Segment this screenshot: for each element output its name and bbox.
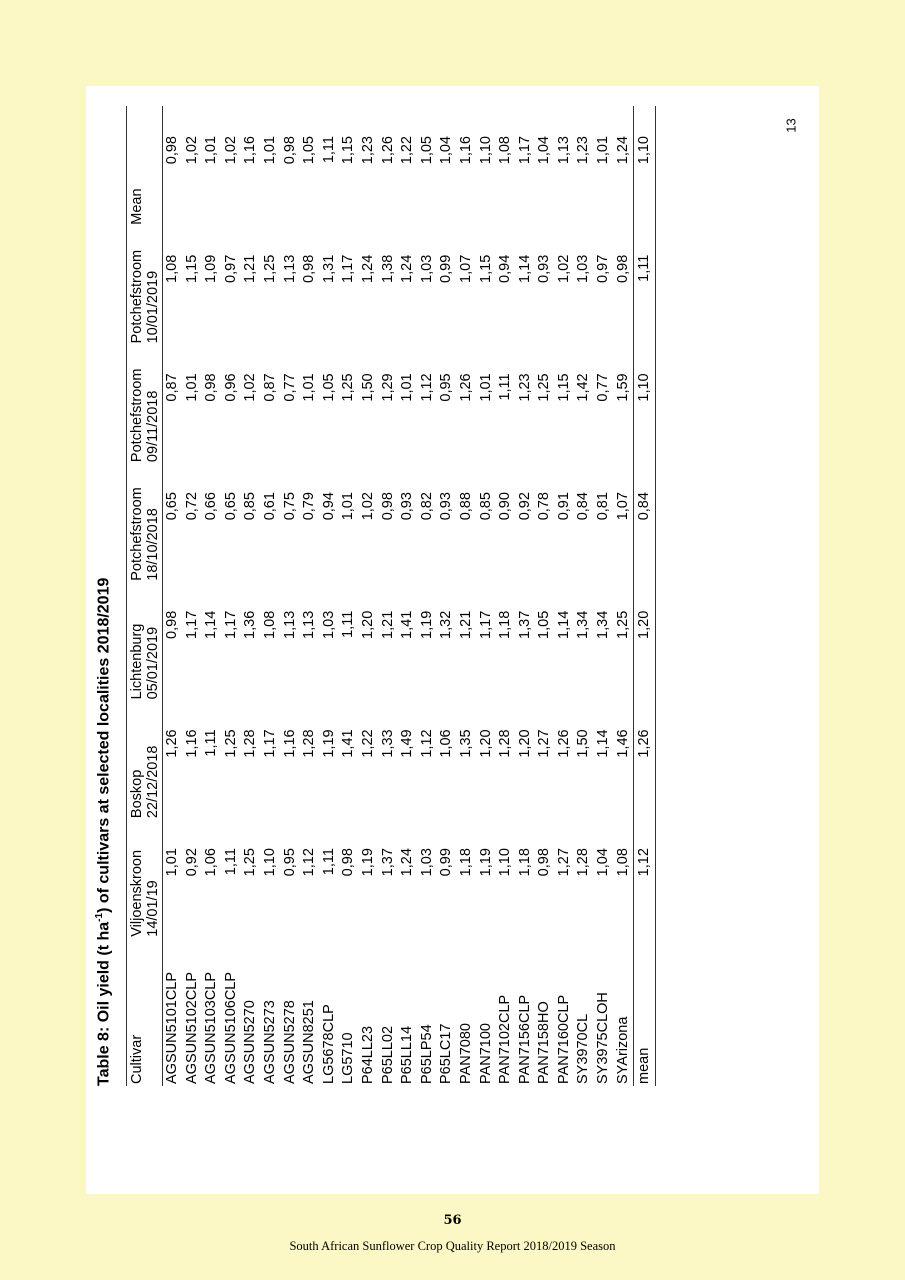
yield-cell: 1,15 xyxy=(555,373,572,402)
yield-cell: 1,14 xyxy=(595,729,612,758)
yield-cell: 1,02 xyxy=(555,254,572,283)
cultivar-cell: AGSUN8251 xyxy=(301,1000,318,1084)
mean-cell: 1,10 xyxy=(634,343,656,462)
yield-cell: 1,13 xyxy=(281,254,298,283)
yield-cell: 1,19 xyxy=(320,729,337,758)
yield-cell: 1,38 xyxy=(379,254,396,283)
yield-cell: 1,37 xyxy=(516,610,533,639)
table-row xyxy=(437,106,457,1086)
yield-cell: 0,98 xyxy=(301,254,318,283)
yield-cell: 1,05 xyxy=(301,136,318,165)
yield-cell: 1,22 xyxy=(359,729,376,758)
mean-cell: 1,26 xyxy=(634,699,656,818)
yield-cell: 1,14 xyxy=(516,254,533,283)
mean-cell: 1,12 xyxy=(634,818,656,937)
yield-cell: 1,37 xyxy=(379,848,396,877)
yield-cell: 0,65 xyxy=(222,492,239,521)
cultivar-cell: AGSUN5102CLP xyxy=(183,971,200,1084)
yield-cell: 1,10 xyxy=(261,848,278,877)
yield-cell: 1,01 xyxy=(340,492,357,521)
column-header xyxy=(127,343,163,462)
yield-cell: 1,27 xyxy=(555,848,572,877)
yield-cell: 1,28 xyxy=(301,729,318,758)
table-row xyxy=(281,106,301,1086)
yield-cell: 0,87 xyxy=(261,373,278,402)
yield-cell: 0,79 xyxy=(301,492,318,521)
yield-cell: 1,19 xyxy=(477,848,494,877)
yield-cell: 0,94 xyxy=(320,492,337,521)
yield-cell: 1,13 xyxy=(281,610,298,639)
yield-cell: 1,20 xyxy=(516,729,533,758)
table-row xyxy=(241,106,261,1086)
yield-cell: 1,50 xyxy=(575,729,592,758)
yield-cell: 1,26 xyxy=(379,136,396,165)
yield-cell: 1,20 xyxy=(359,610,376,639)
yield-cell: 0,94 xyxy=(497,254,514,283)
yield-cell: 1,35 xyxy=(457,729,474,758)
mean-cell: 1,20 xyxy=(634,581,656,700)
column-header xyxy=(127,225,163,344)
yield-cell: 1,24 xyxy=(399,254,416,283)
yield-cell: 0,82 xyxy=(418,492,435,521)
yield-cell: 1,21 xyxy=(457,610,474,639)
cultivar-cell: AGSUN5278 xyxy=(281,1000,298,1084)
table-row xyxy=(222,106,242,1086)
yield-cell: 1,15 xyxy=(183,254,200,283)
yield-cell: 0,98 xyxy=(164,136,180,165)
yield-cell: 1,04 xyxy=(536,136,553,165)
yield-cell: 1,50 xyxy=(359,373,376,402)
cultivar-cell: PAN7100 xyxy=(477,1023,494,1084)
yield-cell: 1,08 xyxy=(497,136,514,165)
column-header-line1: Mean xyxy=(129,188,145,225)
cultivar-cell: AGSUN5270 xyxy=(242,1000,259,1084)
yield-cell: 1,18 xyxy=(516,848,533,877)
yield-cell: 1,25 xyxy=(614,610,631,639)
yield-cell: 0,78 xyxy=(536,492,553,521)
yield-cell: 1,05 xyxy=(536,610,553,639)
cultivar-cell: P64LL23 xyxy=(359,1025,376,1084)
table-header xyxy=(127,106,163,1086)
yield-cell: 1,22 xyxy=(399,136,416,165)
yield-cell: 1,21 xyxy=(379,610,396,639)
yield-cell: 0,66 xyxy=(203,492,220,521)
cultivar-cell: P65LP54 xyxy=(418,1024,435,1084)
yield-cell: 0,61 xyxy=(261,492,278,521)
table-row xyxy=(202,106,222,1086)
yield-cell: 0,88 xyxy=(457,492,474,521)
yield-cell: 0,92 xyxy=(516,492,533,521)
column-header-line1: Viljoenskroon xyxy=(129,849,145,937)
yield-cell: 1,03 xyxy=(575,254,592,283)
yield-cell: 1,01 xyxy=(301,373,318,402)
yield-cell: 1,08 xyxy=(164,254,180,283)
yield-cell: 1,23 xyxy=(575,136,592,165)
column-header xyxy=(127,699,163,818)
yield-cell: 1,18 xyxy=(497,610,514,639)
yield-cell: 1,13 xyxy=(301,610,318,639)
yield-cell: 1,28 xyxy=(575,848,592,877)
yield-cell: 1,01 xyxy=(183,373,200,402)
column-header-line2: 10/01/2019 xyxy=(145,270,161,344)
yield-cell: 0,98 xyxy=(203,373,220,402)
yield-cell: 0,95 xyxy=(281,848,298,877)
yield-cell: 1,01 xyxy=(477,373,494,402)
yield-cell: 1,13 xyxy=(555,136,572,165)
yield-cell: 1,41 xyxy=(399,610,416,639)
yield-cell: 1,25 xyxy=(536,373,553,402)
yield-cell: 0,72 xyxy=(183,492,200,521)
column-header-line2: 14/01/19 xyxy=(145,880,161,937)
yield-cell: 1,29 xyxy=(379,373,396,402)
yield-cell: 1,11 xyxy=(340,610,357,638)
cultivar-cell: AGSUN5273 xyxy=(261,1000,278,1084)
oil-yield-table xyxy=(126,106,656,1086)
yield-cell: 0,84 xyxy=(575,492,592,521)
page-footer: South African Sunflower Crop Quality Report 2018/2019 Season xyxy=(289,1239,616,1253)
yield-cell: 1,16 xyxy=(457,136,474,165)
yield-cell: 0,92 xyxy=(183,848,200,877)
yield-cell: 1,03 xyxy=(418,848,435,877)
yield-cell: 1,10 xyxy=(497,848,514,877)
yield-cell: 0,98 xyxy=(164,610,180,639)
yield-cell: 1,16 xyxy=(281,729,298,758)
yield-cell: 1,12 xyxy=(301,848,318,877)
yield-cell: 1,15 xyxy=(340,136,357,165)
yield-cell: 1,08 xyxy=(614,848,631,877)
yield-cell: 1,17 xyxy=(340,254,357,283)
yield-cell: 0,97 xyxy=(595,254,612,283)
yield-cell: 1,07 xyxy=(457,254,474,283)
column-header-line1: Lichtenburg xyxy=(129,623,145,700)
yield-cell: 0,85 xyxy=(242,492,259,521)
yield-cell: 0,77 xyxy=(595,373,612,402)
table-row xyxy=(339,106,359,1086)
table-row xyxy=(359,106,379,1086)
yield-cell: 0,98 xyxy=(536,848,553,877)
yield-cell: 0,90 xyxy=(497,492,514,521)
mean-cell: 1,10 xyxy=(634,106,656,225)
yield-cell: 1,11 xyxy=(222,848,239,876)
yield-cell: 1,17 xyxy=(261,729,278,758)
yield-cell: 1,49 xyxy=(399,729,416,758)
yield-cell: 0,65 xyxy=(164,492,180,521)
yield-cell: 0,99 xyxy=(438,848,455,877)
yield-cell: 1,24 xyxy=(399,848,416,877)
cultivar-cell: LG5710 xyxy=(340,1032,357,1084)
cultivar-cell: AGSUN5101CLP xyxy=(164,971,180,1084)
yield-cell: 1,41 xyxy=(340,729,357,758)
column-header-line2: 18/10/2018 xyxy=(145,508,161,581)
header-row xyxy=(127,106,163,1086)
yield-cell: 1,20 xyxy=(477,729,494,758)
column-header-line2 xyxy=(145,937,161,1084)
yield-cell: 0,98 xyxy=(614,254,631,283)
yield-cell: 1,03 xyxy=(320,610,337,639)
yield-cell: 1,28 xyxy=(242,729,259,758)
yield-cell: 1,19 xyxy=(418,610,435,639)
yield-cell: 1,06 xyxy=(438,729,455,758)
yield-cell: 1,25 xyxy=(340,373,357,402)
yield-cell: 1,05 xyxy=(418,136,435,165)
cultivar-cell: AGSUN5106CLP xyxy=(222,971,239,1084)
cultivar-cell: PAN7156CLP xyxy=(516,994,533,1084)
mean-cell: 0,84 xyxy=(634,462,656,581)
yield-cell: 1,23 xyxy=(359,136,376,165)
yield-cell: 1,03 xyxy=(418,254,435,283)
yield-cell: 1,46 xyxy=(614,729,631,758)
column-header-line2: 05/01/2019 xyxy=(145,626,161,700)
table-row xyxy=(418,106,438,1086)
table-row xyxy=(535,106,555,1086)
yield-cell: 1,01 xyxy=(203,136,220,165)
yield-cell: 1,01 xyxy=(595,136,612,165)
yield-cell: 1,21 xyxy=(242,254,259,283)
column-header-line1: Potchefstroom xyxy=(129,487,145,581)
yield-cell: 1,17 xyxy=(183,610,200,639)
table-row xyxy=(516,106,536,1086)
yield-cell: 1,18 xyxy=(457,848,474,877)
unit-superscript: -1 xyxy=(94,912,105,922)
mean-label: mean xyxy=(634,937,656,1086)
yield-cell: 0,98 xyxy=(340,848,357,877)
yield-cell: 1,11 xyxy=(320,136,337,164)
yield-cell: 1,28 xyxy=(497,729,514,758)
yield-cell: 0,96 xyxy=(222,373,239,402)
yield-cell: 0,85 xyxy=(477,492,494,521)
yield-cell: 1,02 xyxy=(359,492,376,521)
side-page-number: 13 xyxy=(783,118,799,133)
yield-cell: 0,93 xyxy=(399,492,416,521)
table-row xyxy=(457,106,477,1086)
yield-cell: 1,01 xyxy=(261,136,278,165)
yield-cell: 1,01 xyxy=(164,848,180,877)
yield-cell: 1,04 xyxy=(438,136,455,165)
table-title-text: Table 8: Oil yield (t ha xyxy=(95,921,113,1086)
yield-cell: 1,15 xyxy=(477,254,494,283)
yield-cell: 0,99 xyxy=(438,254,455,283)
yield-cell: 1,17 xyxy=(477,610,494,639)
cultivar-cell: SY3975CLOH xyxy=(595,992,612,1084)
table-title-text-end: ) of cultivars at selected localities 2018/2019 xyxy=(95,577,113,913)
yield-cell: 1,24 xyxy=(614,136,631,165)
yield-cell: 1,02 xyxy=(222,136,239,165)
table-row xyxy=(300,106,320,1086)
yield-cell: 1,34 xyxy=(595,610,612,639)
yield-cell: 1,05 xyxy=(320,373,337,402)
yield-cell: 0,93 xyxy=(536,254,553,283)
yield-cell: 1,34 xyxy=(575,610,592,639)
table-row xyxy=(574,106,594,1086)
yield-cell: 1,26 xyxy=(164,729,180,758)
rotated-table-area xyxy=(86,86,819,1194)
yield-cell: 1,32 xyxy=(438,610,455,639)
yield-cell: 1,04 xyxy=(595,848,612,877)
yield-cell: 1,23 xyxy=(516,373,533,402)
column-header-line2 xyxy=(145,106,161,225)
yield-cell: 1,19 xyxy=(359,848,376,877)
page-number: 56 xyxy=(443,1213,462,1228)
column-header xyxy=(127,581,163,700)
yield-cell: 1,02 xyxy=(183,136,200,165)
column-header-line1: Boskop xyxy=(129,769,145,819)
yield-cell: 1,14 xyxy=(203,610,220,639)
yield-cell: 1,25 xyxy=(261,254,278,283)
yield-cell: 1,25 xyxy=(242,848,259,877)
table-row xyxy=(398,106,418,1086)
cultivar-cell: PAN7102CLP xyxy=(497,994,514,1084)
column-header-line1: Cultivar xyxy=(129,1034,145,1084)
yield-cell: 1,33 xyxy=(379,729,396,758)
table-row xyxy=(614,106,634,1086)
yield-cell: 1,09 xyxy=(203,254,220,283)
table-row xyxy=(183,106,203,1086)
column-header xyxy=(127,937,163,1086)
table-row xyxy=(555,106,575,1086)
yield-cell: 1,31 xyxy=(320,254,337,283)
cultivar-cell: AGSUN5103CLP xyxy=(203,971,220,1084)
yield-cell: 1,14 xyxy=(555,610,572,639)
yield-cell: 0,98 xyxy=(379,492,396,521)
yield-cell: 1,16 xyxy=(242,136,259,165)
yield-cell: 1,17 xyxy=(222,610,239,639)
yield-cell: 1,16 xyxy=(183,729,200,758)
yield-cell: 0,81 xyxy=(595,492,612,521)
cultivar-cell: SY3970CL xyxy=(575,1013,592,1084)
mean-row xyxy=(634,106,656,1086)
cultivar-cell: P65LC17 xyxy=(438,1023,455,1084)
cultivar-cell: SYArizona xyxy=(614,1016,631,1084)
yield-cell: 1,06 xyxy=(203,848,220,877)
column-header-line2: 09/11/2018 xyxy=(145,390,161,463)
yield-cell: 0,97 xyxy=(222,254,239,283)
cultivar-cell: LG5678CLP xyxy=(320,1004,337,1084)
yield-cell: 1,26 xyxy=(457,373,474,402)
yield-cell: 0,91 xyxy=(555,492,572,521)
table-row xyxy=(379,106,399,1086)
yield-cell: 1,10 xyxy=(477,136,494,165)
yield-cell: 1,42 xyxy=(575,373,592,402)
yield-cell: 0,75 xyxy=(281,492,298,521)
cultivar-cell: P65LL14 xyxy=(399,1025,416,1084)
column-header xyxy=(127,462,163,581)
cultivar-cell: PAN7158HO xyxy=(536,1001,553,1084)
cultivar-cell: P65LL02 xyxy=(379,1025,396,1084)
yield-cell: 1,11 xyxy=(320,848,337,876)
yield-cell: 1,36 xyxy=(242,610,259,639)
table-body xyxy=(163,106,634,1086)
table-row xyxy=(261,106,281,1086)
table-row xyxy=(594,106,614,1086)
yield-cell: 0,95 xyxy=(438,373,455,402)
yield-cell: 0,93 xyxy=(438,492,455,521)
yield-cell: 1,11 xyxy=(203,729,220,757)
yield-cell: 1,12 xyxy=(418,729,435,758)
yield-cell: 1,17 xyxy=(516,136,533,165)
yield-cell: 0,77 xyxy=(281,373,298,402)
column-header-line2: 22/12/2018 xyxy=(145,745,161,819)
report-sheet xyxy=(86,86,819,1194)
table-footer xyxy=(634,106,656,1086)
yield-cell: 1,11 xyxy=(497,373,514,401)
yield-cell: 1,02 xyxy=(242,373,259,402)
table-row xyxy=(163,106,183,1086)
yield-cell: 0,87 xyxy=(164,373,180,402)
table-row xyxy=(496,106,516,1086)
mean-cell: 1,11 xyxy=(634,225,656,344)
yield-cell: 0,98 xyxy=(281,136,298,165)
yield-cell: 1,27 xyxy=(536,729,553,758)
table-row xyxy=(320,106,340,1086)
yield-cell: 1,01 xyxy=(399,373,416,402)
yield-cell: 1,12 xyxy=(418,373,435,402)
column-header-line1: Potchefstroom xyxy=(129,368,145,463)
cultivar-cell: PAN7080 xyxy=(457,1023,474,1084)
cultivar-cell: PAN7160CLP xyxy=(555,994,572,1084)
yield-cell: 1,24 xyxy=(359,254,376,283)
column-header-line1: Potchefstroom xyxy=(129,249,145,344)
table-row xyxy=(477,106,497,1086)
column-header xyxy=(127,818,163,937)
yield-cell: 1,08 xyxy=(261,610,278,639)
yield-cell: 1,26 xyxy=(555,729,572,758)
yield-cell: 1,59 xyxy=(614,373,631,402)
yield-cell: 1,25 xyxy=(222,729,239,758)
column-header xyxy=(127,106,163,225)
yield-cell: 1,07 xyxy=(614,492,631,521)
table-title xyxy=(86,146,118,1086)
